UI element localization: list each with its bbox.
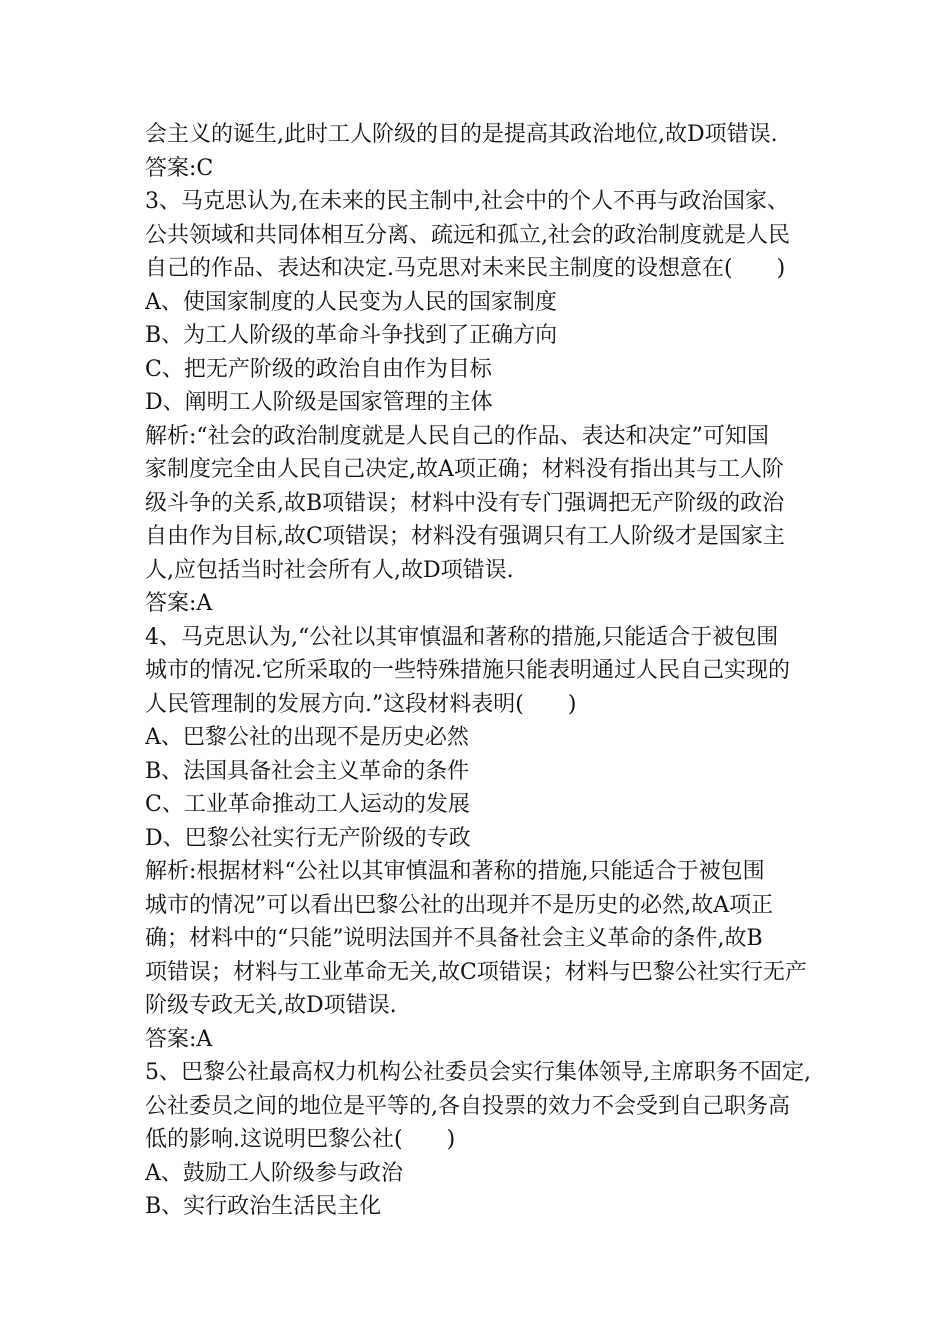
question-3-option-d: D、阐明工人阶级是国家管理的主体 [145,390,493,415]
question-4-text: 4、马克思认为,“公社以其审慎温和著称的措施,只能适合于被包围 [145,624,779,650]
question-4-analysis: 城市的情况”可以看出巴黎公社的出现并不是历史的必然,故A项正 [145,892,774,918]
question-3-text: 3、马克思认为,在未来的民主制中,社会中的个人不再与政治国家、 [145,189,789,214]
question-3-analysis: 自由作为目标,故C项错误；材料没有强调只有工人阶级才是国家主 [145,524,785,549]
question-4-text: 人民管理制的发展方向.”这段材料表明( ) [145,691,577,717]
question-4-analysis: 项错误；材料与工业革命无关,故C项错误；材料与巴黎公社实行无产 [145,959,807,985]
question-3-analysis: 人,应包括当时社会所有人,故D项错误. [145,557,514,583]
question-4-option-a: A、巴黎公社的出现不是历史必然 [145,725,469,750]
question-3-option-c: C、把无产阶级的政治自由作为目标 [145,356,492,382]
question-3-analysis: 级斗争的关系,故B项错误；材料中没有专门强调把无产阶级的政治 [145,490,785,516]
question-5-text: 5、巴黎公社最高权力机构公社委员会实行集体领导,主席职务不固定, [145,1060,811,1085]
question-4-option-b: B、法国具备社会主义革命的条件 [145,758,470,784]
answer-line: 答案:C [145,155,214,181]
question-3-analysis: 解析:“社会的政治制度就是人民自己的作品、表达和决定”可知国 [145,423,769,449]
question-3-option-a: A、使国家制度的人民变为人民的国家制度 [145,289,557,315]
question-3-text: 公共领域和共同体相互分离、疏远和孤立,社会的政治制度就是人民 [145,222,790,248]
question-4-option-c: C、工业革命推动工人运动的发展 [145,792,470,817]
question-3-text: 自己的作品、表达和决定.马克思对未来民主制度的设想意在( ) [145,256,786,281]
question-5-text: 低的影响.这说明巴黎公社( ) [145,1127,456,1152]
answer-line: 答案:A [145,591,213,616]
text-line: 会主义的诞生,此时工人阶级的目的是提高其政治地位,故D项错误. [145,122,778,147]
question-4-analysis: 解析:根据材料“公社以其审慎温和著称的措施,只能适合于被包围 [145,859,765,884]
document-body [145,118,825,1224]
question-5-option-b: B、实行政治生活民主化 [145,1194,382,1219]
question-4-analysis: 阶级专政无关,故D项错误. [145,993,397,1018]
answer-line: 答案:A [145,1026,213,1052]
question-4-text: 城市的情况.它所采取的一些特殊措施只能表明通过人民自己实现的 [145,658,790,683]
question-5-text: 公社委员之间的地位是平等的,各自投票的效力不会受到自己职务高 [145,1093,790,1119]
question-3-analysis: 家制度完全由人民自己决定,故A项正确；材料没有指出其与工人阶 [145,457,784,482]
question-4-analysis: 确；材料中的“只能”说明法国并不具备社会主义革命的条件,故B [145,926,763,951]
question-4-option-d: D、巴黎公社实行无产阶级的专政 [145,825,471,851]
question-3-option-b: B、为工人阶级的革命斗争找到了正确方向 [145,323,558,348]
question-5-option-a: A、鼓励工人阶级参与政治 [145,1160,403,1186]
